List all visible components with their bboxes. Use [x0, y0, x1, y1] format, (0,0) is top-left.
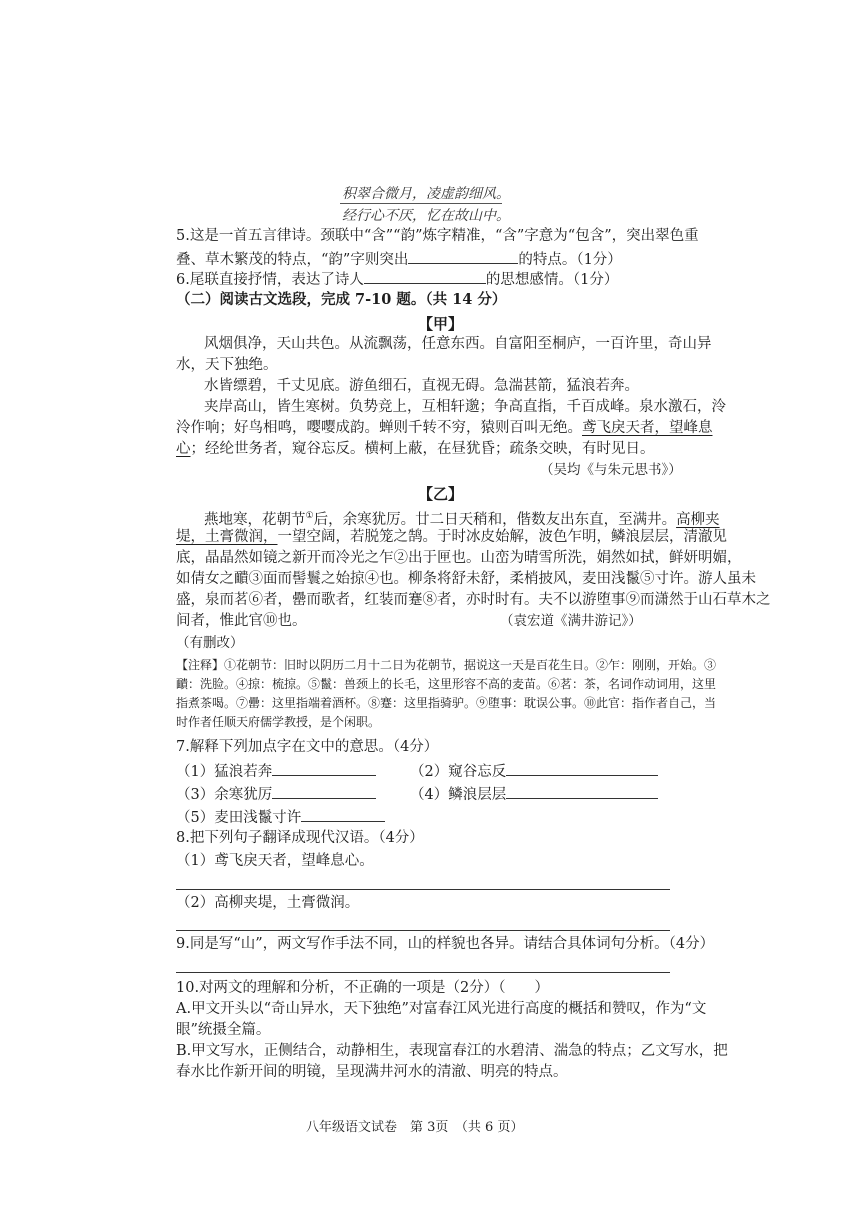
yi-line-1-b: 后，余寒犹厉。廿二日天稍和，偕数友出东直，至满井。: [313, 511, 677, 528]
q8-answer-line-2[interactable]: [176, 930, 670, 931]
q5-line-2: [176, 248, 622, 270]
jia-underlined-sentence: 鸢飞戾天者，望峰息: [582, 420, 713, 436]
q6-answer-blank[interactable]: [364, 268, 486, 284]
jia-p3-line-2: [176, 418, 713, 438]
passage-yi-mark: 【乙】: [418, 485, 464, 503]
q6-text-a: 6.尾联直接抒情，表达了诗人: [176, 272, 364, 288]
q6-text-b: 的思想感情。（1分）: [485, 272, 619, 288]
q10-option-a-line-2: 眼”统摄全篇。: [176, 1022, 271, 1038]
q8-answer-line-1[interactable]: [176, 889, 670, 890]
q9-answer-line[interactable]: [176, 972, 670, 973]
q7-title: 7.解释下列加点字在文中的意思。（4分）: [176, 739, 439, 755]
jia-p2: 水皆缥碧，千丈见底。游鱼细石，直视无碍。急湍甚箭，猛浪若奔。: [204, 378, 639, 394]
poem-underline: [340, 203, 502, 204]
q7-item-5-blank[interactable]: [301, 806, 385, 822]
yi-line-2: [176, 527, 727, 547]
poem-line-1: 积翠合微月，凌虚韵细风。: [342, 186, 510, 202]
q9-title: 9.同是写“山”，两文写作手法不同，山的样貌也各异。请结合具体词句分析。（4分）: [176, 936, 715, 952]
q5-text-a: 叠、草木繁茂的特点，“韵”字则突出: [176, 252, 409, 268]
jia-p1-line-2: 水，天下独绝。: [176, 357, 278, 373]
yi-underlined-end: 堤，土膏微润，: [176, 529, 278, 545]
q10-option-b-line-1: B.甲文写水，正侧结合，动静相生，表现富春江的水碧清、湍急的特点；乙文写水，把: [176, 1043, 728, 1059]
q7-item-3-label: （3）余寒犹厉: [176, 787, 273, 803]
page-footer: 八年级语文试卷 第 3页 （共 6 页）: [306, 1120, 524, 1135]
q7-item-4: [410, 783, 658, 805]
q7-item-4-blank[interactable]: [506, 783, 658, 799]
jia-p3-line-3: [176, 439, 655, 459]
yi-line-1-a: 燕地寒，花朝节: [204, 511, 306, 528]
q6-line: [176, 268, 618, 290]
q8-sentence-2: （2）高柳夹堤，土膏微润。: [176, 895, 360, 911]
jia-p3-text-end: ；经纶世务者，窥谷忘反。横柯上蔽，在昼犹昏；疏条交映，有时见日。: [190, 441, 655, 457]
yi-note-marker-1: ①: [305, 511, 314, 521]
poem-line-2: 经行心不厌，忆在故山中。: [342, 208, 510, 224]
jia-p1-line-1: 风烟俱净，天山共色。从流飘荡，任意东西。自富阳至桐庐，一百许里，奇山异: [204, 336, 712, 352]
q7-item-1-blank[interactable]: [272, 760, 376, 776]
jia-underlined-end: 心: [176, 441, 191, 457]
q7-item-2-blank[interactable]: [506, 760, 658, 776]
q10-option-a-line-1: A.甲文开头以“奇山异水，天下独绝”对富春江风光进行高度的概括和赞叹，作为“文: [176, 1001, 707, 1017]
notes-line-2: 靧：洗脸。④掠：梳掠。⑤鬣：兽颈上的长毛，这里形容不高的麦苗。⑥茗：茶，名词作动词用，这里: [176, 677, 717, 691]
q5-line-1: 5.这是一首五言律诗。颈联中“含”“韵”炼字精准，“含”字意为“包含”，突出翠色重: [176, 228, 699, 244]
q7-item-3: [176, 783, 376, 805]
notes-line-4: 时作者任顺天府儒学教授，是个闲职。: [176, 715, 381, 729]
section-2-title: （二）阅读古文选段，完成 7-10 题。（共 14 分）: [176, 291, 507, 308]
yi-line-2-text: 一望空阔，若脱笼之鹄。于时冰皮始解，波色乍明，鳞浪层层，清澈见: [277, 529, 727, 545]
q7-item-2-label: （2）窥谷忘反: [410, 764, 507, 780]
q7-item-1-label: （1）猛浪若奔: [176, 764, 273, 780]
yi-line-3: 底，晶晶然如镜之新开而冷光之乍②出于匣也。山峦为晴雪所洗，娟然如拭，鲜妍明媚，: [176, 550, 742, 566]
yi-line-5: 盛，泉而茗⑥者，罍而歌者，红装而蹇⑧者，亦时时有。夫不以游堕事⑨而潇然于山石草木之: [176, 592, 771, 608]
jia-p3-text: 泠作响；好鸟相鸣，嘤嘤成韵。蝉则千转不穷，猿则百叫无绝。: [176, 420, 582, 436]
yi-line-4: 如倩女之靧③面而髻鬟之始掠④也。柳条将舒未舒，柔梢披风，麦田浅鬣⑤寸许。游人虽未: [176, 571, 756, 587]
notes-line-3: 指煮茶喝。⑦罍：这里指端着酒杯。⑧蹇：这里指骑驴。⑨堕事：耽误公事。⑩此官：指作者自己，当: [176, 696, 717, 710]
q8-title: 8.把下列句子翻译成现代汉语。（4分）: [176, 830, 424, 846]
q7-item-1: [176, 760, 376, 782]
q10-option-b-line-2: 春水比作新开间的明镜，呈现满井河水的清澈、明亮的特点。: [176, 1064, 568, 1080]
q8-sentence-1: （1）鸢飞戾天者，望峰息心。: [176, 853, 374, 869]
yi-source: （袁宏道《满井游记》）: [500, 613, 642, 629]
notes-line-1: 【注释】①花朝节：旧时以阴历二月十二日为花朝节，据说这一天是百花生日。②乍：刚刚，开始。③: [176, 658, 717, 672]
q5-answer-blank[interactable]: [408, 248, 518, 264]
q7-item-2: [410, 760, 658, 782]
passage-jia-mark: 【甲】: [418, 315, 464, 333]
q5-text-b: 的特点。（1分）: [518, 252, 622, 268]
yi-line-6: 间者，惟此官⑩也。: [176, 613, 307, 629]
q7-item-3-blank[interactable]: [272, 783, 376, 799]
jia-source: （吴均《与朱元思书》）: [540, 462, 682, 478]
q7-item-4-label: （4）鳞浪层层: [410, 787, 507, 803]
q7-item-5-label: （5）麦田浅鬣寸许: [176, 810, 302, 826]
yi-edited-note: （有删改）: [176, 635, 244, 651]
yi-underlined-start: 高柳夹: [676, 511, 720, 528]
jia-p3-line-1: 夹岸高山，皆生寒树。负势竞上，互相轩邈；争高直指，千百成峰。泉水激石，泠: [204, 399, 726, 415]
q10-title: 10.对两文的理解和分析，不正确的一项是（2分）（ ）: [176, 980, 550, 996]
q7-item-5: [176, 806, 385, 828]
